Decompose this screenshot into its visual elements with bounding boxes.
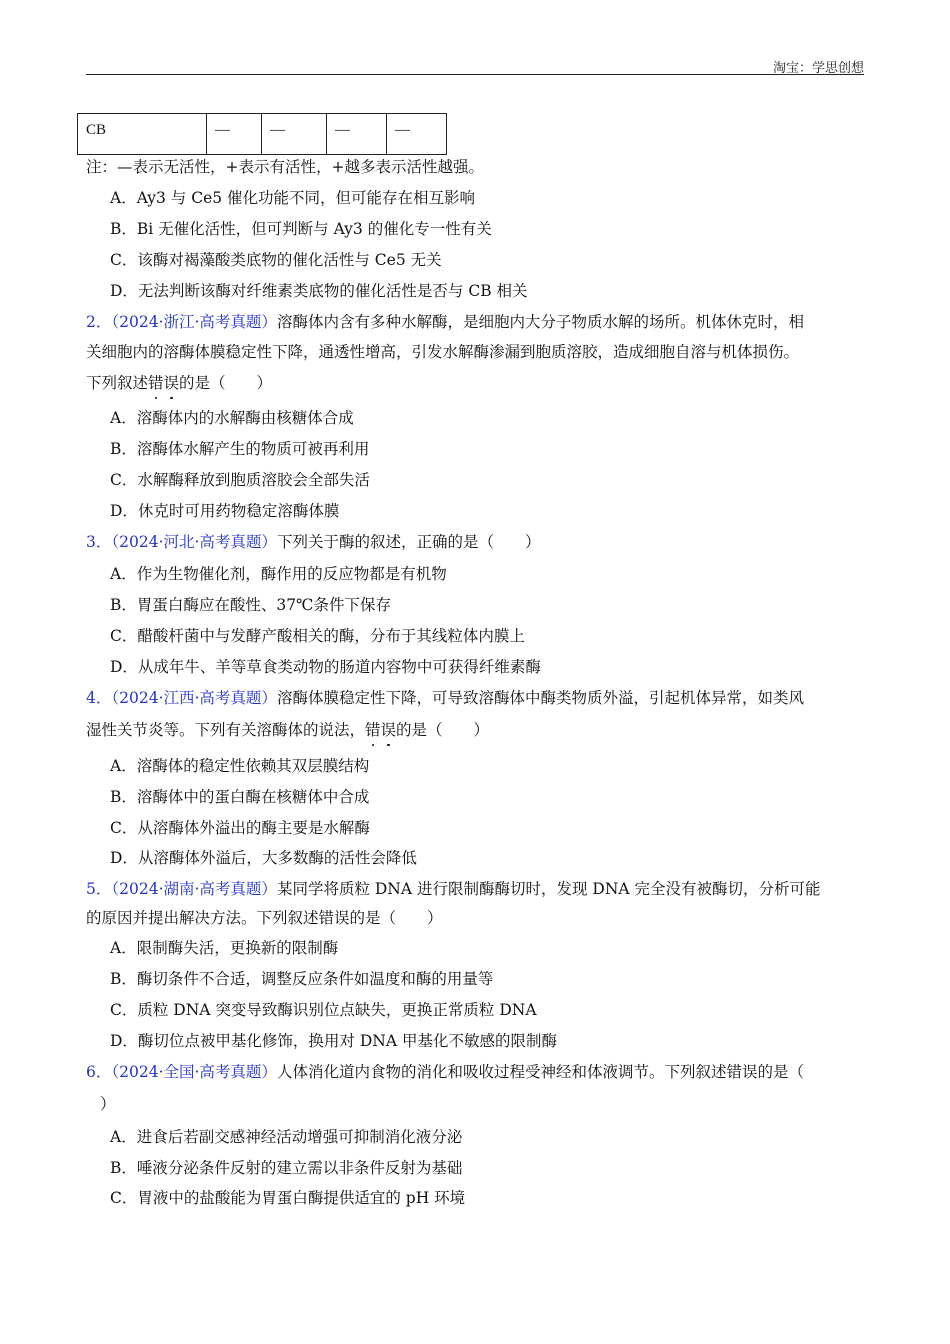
header-rule	[86, 74, 864, 75]
table-cell: —	[207, 114, 262, 155]
q2-number: 2．	[86, 313, 112, 331]
q2-source: （2024·浙江·高考真题）	[111, 313, 277, 331]
q2-option-b: B．溶酶体水解产生的物质可被再利用	[110, 440, 370, 458]
q4-option-d: D．从溶酶体外溢后，大多数酶的活性会降低	[110, 849, 417, 867]
q6-number: 6．	[86, 1063, 112, 1081]
q5-option-b: B．酶切条件不合适，调整反应条件如温度和酶的用量等	[110, 970, 494, 988]
q2-stem-text: 溶酶体内含有多种水解酶，是细胞内大分子物质水解的场所。机体休克时，相	[276, 313, 804, 331]
q3-option-d: D．从成年牛、羊等草食类动物的肠道内容物中可获得纤维素酶	[110, 658, 541, 676]
q3-stem-text: 下列关于酶的叙述，正确的是（ ）	[276, 533, 541, 551]
emphasis-char: 误	[380, 721, 397, 739]
q2-stem-line2: 关细胞内的溶酶体膜稳定性下降，通透性增高，引发水解酶渗漏到胞质溶胶，造成细胞自溶与机体损伤。	[86, 343, 800, 361]
emphasis-char: 误	[163, 374, 180, 392]
emphasis-char: 错	[365, 721, 381, 739]
q1-option-d: D．无法判断该酶对纤维素类底物的催化活性是否与 CB 相关	[110, 282, 528, 300]
q3-option-b: B．胃蛋白酶应在酸性、37℃条件下保存	[110, 596, 391, 614]
q1-option-a: A．Ay3 与 Ce5 催化功能不同，但可能存在相互影响	[110, 189, 476, 207]
q2-option-a: A．溶酶体内的水解酶由核糖体合成	[110, 409, 354, 427]
q1-option-c: C．该酶对褐藻酸类底物的催化活性与 Ce5 无关	[110, 251, 442, 269]
q5-stem-line1	[86, 879, 821, 899]
q3-option-a: A．作为生物催化剂，酶作用的反应物都是有机物	[110, 565, 447, 583]
q6-stem-line2: ）	[100, 1095, 116, 1113]
q6-option-b: B．唾液分泌条件反射的建立需以非条件反射为基础	[110, 1159, 463, 1177]
q4-number: 4．	[86, 689, 112, 707]
table-cell: —	[327, 114, 387, 155]
q6-option-a: A．进食后若副交感神经活动增强可抑制消化液分泌	[110, 1128, 463, 1146]
table-cell: —	[387, 114, 447, 155]
q4-option-a: A．溶酶体的稳定性依赖其双层膜结构	[110, 757, 370, 775]
q6-option-c: C．胃液中的盐酸能为胃蛋白酶提供适宜的 pH 环境	[110, 1189, 466, 1207]
q4-option-c: C．从溶酶体外溢出的酶主要是水解酶	[110, 819, 370, 837]
activity-table	[77, 113, 447, 155]
q6-stem-text: 人体消化道内食物的消化和吸收过程受神经和体液调节。下列叙述错误的是（	[276, 1063, 804, 1081]
header-brand: 淘宝：学思创想	[772, 61, 864, 76]
q3-number: 3．	[86, 533, 112, 551]
q5-option-c: C．质粒 DNA 突变导致酶识别位点缺失，更换正常质粒 DNA	[110, 1001, 537, 1019]
table-cell: CB	[78, 114, 207, 155]
q4-source: （2024·江西·高考真题）	[111, 689, 277, 707]
q2-stem-post: 的是（ ）	[179, 374, 273, 392]
q5-source: （2024·湖南·高考真题）	[111, 880, 277, 898]
q2-stem-line3	[86, 373, 272, 393]
table-cell: —	[262, 114, 327, 155]
q6-stem-line1	[86, 1062, 804, 1082]
table-note: 注：—表示无活性，+表示有活性，+越多表示活性越强。	[86, 158, 484, 176]
emphasis-char: 错	[148, 374, 164, 392]
q3-option-c: C．醋酸杆菌中与发酵产酸相关的酶，分布于其线粒体内膜上	[110, 627, 525, 645]
q4-stem-line2	[86, 720, 489, 740]
q3-source: （2024·河北·高考真题）	[111, 533, 277, 551]
q6-source: （2024·全国·高考真题）	[111, 1063, 277, 1081]
q5-option-d: D．酶切位点被甲基化修饰，换用对 DNA 甲基化不敏感的限制酶	[110, 1032, 557, 1050]
q2-stem-pre: 下列叙述	[86, 374, 149, 392]
q4-stem-pre: 湿性关节炎等。下列有关溶酶体的说法，	[86, 721, 366, 739]
q5-stem-line2: 的原因并提出解决方法。下列叙述错误的是（ ）	[86, 909, 443, 927]
q4-stem-text: 溶酶体膜稳定性下降，可导致溶酶体中酶类物质外溢，引起机体异常，如类风	[276, 689, 804, 707]
q5-number: 5．	[86, 880, 112, 898]
q2-option-c: C．水解酶释放到胞质溶胶会全部失活	[110, 471, 370, 489]
q3-stem-line1	[86, 532, 540, 552]
q4-stem-line1	[86, 688, 804, 708]
q4-option-b: B．溶酶体中的蛋白酶在核糖体中合成	[110, 788, 370, 806]
table-row	[78, 114, 447, 155]
q2-option-d: D．休克时可用药物稳定溶酶体膜	[110, 502, 340, 520]
q1-option-b: B．Bi 无催化活性，但可判断与 Ay3 的催化专一性有关	[110, 220, 492, 238]
q2-stem-line1	[86, 312, 804, 332]
q5-option-a: A．限制酶失活，更换新的限制酶	[110, 939, 339, 957]
q4-stem-post: 的是（ ）	[396, 721, 490, 739]
q5-stem-text: 某同学将质粒 DNA 进行限制酶酶切时，发现 DNA 完全没有被酶切，分析可能	[276, 880, 821, 898]
